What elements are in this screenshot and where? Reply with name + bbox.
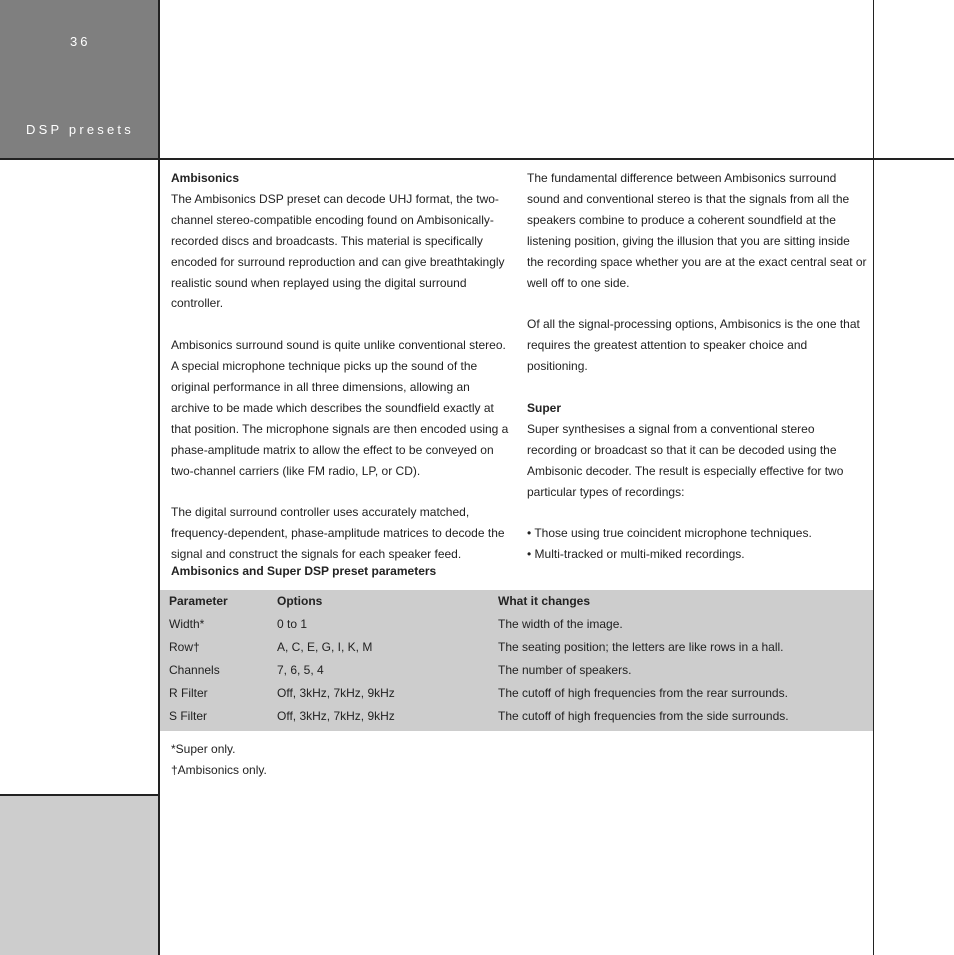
table-row bbox=[160, 636, 873, 659]
section-title: DSP presets bbox=[26, 122, 134, 137]
footnote-ambisonics: †Ambisonics only. bbox=[171, 762, 267, 777]
cell-options: Off, 3kHz, 7kHz, 9kHz bbox=[277, 709, 395, 723]
ambisonics-heading: Ambisonics bbox=[171, 171, 240, 185]
cell-description: The width of the image. bbox=[498, 617, 623, 631]
table-title: Ambisonics and Super DSP preset parameters bbox=[171, 564, 437, 578]
cell-parameter: S Filter bbox=[169, 709, 208, 723]
parameter-table bbox=[160, 590, 873, 731]
cell-parameter: R Filter bbox=[169, 686, 208, 700]
left-text-column bbox=[171, 168, 509, 565]
sidebar-footer-block bbox=[0, 795, 158, 955]
super-paragraph: Super synthesises a signal from a conventional stereo recording or broadcast so that it can be decoded using the Ambisonic decoder. The result is especially effective for two particular types of recordings: bbox=[527, 421, 844, 499]
cell-options: 0 to 1 bbox=[277, 617, 308, 631]
header-parameter: Parameter bbox=[169, 594, 228, 608]
table-row bbox=[160, 682, 873, 705]
header-options: Options bbox=[277, 594, 323, 608]
ambisonics-paragraph-1: The Ambisonics DSP preset can decode UHJ format, the two-channel stereo-compatible encoding found on Ambisonically-recorded discs and broadcasts. This material is specifically encoded for surround reproduction and can give breathtakingly realistic sound when replayed using the digital surround controller. bbox=[171, 191, 505, 311]
signal-processing-paragraph: Of all the signal-processing options, Ambisonics is the one that requires the greatest attention to speaker choice and positioning. bbox=[527, 317, 860, 374]
super-heading: Super bbox=[527, 400, 562, 415]
bullet-item: • Multi-tracked or multi-miked recordings. bbox=[527, 547, 745, 562]
sidebar-header bbox=[0, 0, 158, 158]
cell-options: Off, 3kHz, 7kHz, 9kHz bbox=[277, 686, 395, 700]
table-row bbox=[160, 705, 873, 728]
right-text-column bbox=[527, 168, 867, 565]
table-footnotes bbox=[171, 739, 267, 780]
footer-rule bbox=[0, 794, 160, 796]
difference-paragraph: The fundamental difference between Ambisonics surround sound and conventional stereo is that the signals from all the speakers combine to produce a coherent soundfield at the listening position, giving the illusion that you are sitting inside the recording space whether you are at the exact central seat or well off to one side. bbox=[527, 171, 867, 290]
header-what-it-changes: What it changes bbox=[498, 594, 591, 608]
cell-description: The cutoff of high frequencies from the rear surrounds. bbox=[498, 686, 788, 700]
cell-parameter: Row† bbox=[169, 640, 200, 654]
table-header-row bbox=[160, 590, 873, 613]
ambisonics-paragraph-2: Ambisonics surround sound is quite unlike conventional stereo. A special microphone technique picks up the sound of the original performance in all three dimensions, allowing an archive to be made which describes the soundfield exactly at that position. The microphone signals are then encoded using a phase-amplitude matrix to allow the effect to be conveyed on two-channel carriers (like FM radio, LP, or CD). bbox=[171, 338, 509, 478]
page-number: 36 bbox=[70, 34, 91, 49]
right-vertical-rule bbox=[873, 0, 874, 955]
ambisonics-paragraph-3: The digital surround controller uses accurately matched, frequency-dependent, phase-amplitude matrices to decode the signal and construct the signals for each speaker feed. bbox=[171, 505, 505, 562]
cell-options: 7, 6, 5, 4 bbox=[277, 663, 324, 677]
cell-parameter: Channels bbox=[169, 663, 220, 677]
cell-description: The number of speakers. bbox=[498, 663, 632, 677]
cell-options: A, C, E, G, I, K, M bbox=[277, 640, 373, 654]
cell-parameter: Width* bbox=[169, 617, 205, 631]
table-row bbox=[160, 613, 873, 636]
cell-description: The seating position; the letters are like rows in a hall. bbox=[498, 640, 784, 654]
footnote-super: *Super only. bbox=[171, 742, 236, 756]
header-rule bbox=[0, 158, 954, 160]
cell-description: The cutoff of high frequencies from the side surrounds. bbox=[498, 709, 789, 723]
table-row bbox=[160, 659, 873, 682]
bullet-item: • Those using true coincident microphone techniques. bbox=[527, 526, 812, 541]
left-vertical-rule bbox=[158, 0, 160, 955]
